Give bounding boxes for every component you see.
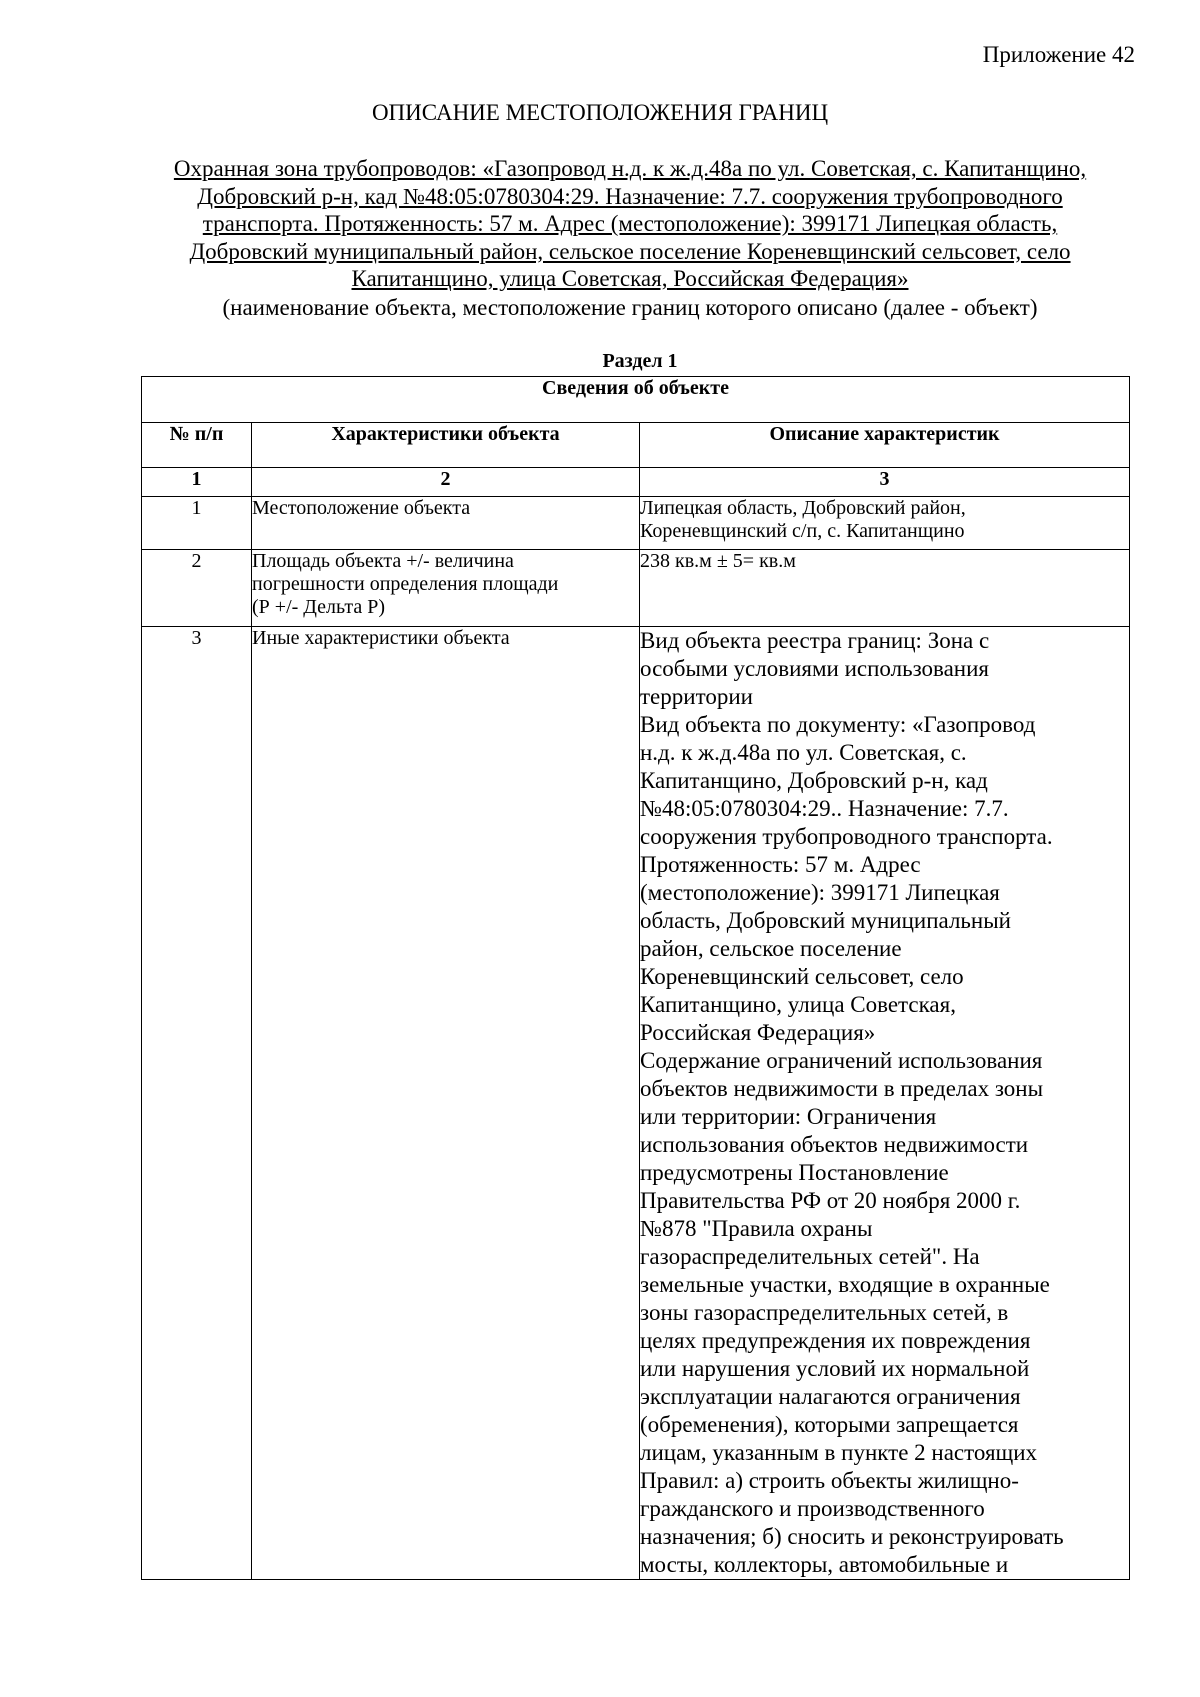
description-line: Российская Федерация» [640, 1020, 876, 1045]
characteristic-line: Иные характеристики объекта [252, 627, 510, 649]
characteristic-cell [252, 497, 640, 550]
column-index: 1 [142, 468, 252, 497]
description-line: №878 "Правила охраны [640, 1216, 873, 1241]
section-title: Раздел 1 [602, 350, 678, 372]
object-name [140, 155, 1120, 293]
document-title: ОПИСАНИЕ МЕСТОПОЛОЖЕНИЯ ГРАНИЦ [371, 100, 829, 125]
characteristic-line: Площадь объекта +/- величина [252, 550, 514, 572]
table-caption-row [142, 377, 1130, 423]
description-line: Кореневщинский с/п, с. Капитанщино [640, 520, 965, 542]
description-line: Вид объекта реестра границ: Зона с [640, 628, 990, 653]
column-index-row [142, 468, 1130, 497]
column-header-characteristics: Характеристики объекта [252, 423, 640, 468]
description-cell [640, 550, 1130, 627]
description-line: Липецкая область, Добровский район, [640, 497, 966, 519]
row-number: 1 [142, 497, 252, 550]
column-index: 3 [640, 468, 1130, 497]
table-row [142, 550, 1130, 627]
description-line: Кореневщинский сельсовет, село [640, 964, 964, 989]
description-line: зоны газораспределительных сетей, в [640, 1300, 1009, 1325]
column-index: 2 [252, 468, 640, 497]
column-header-description: Описание характеристик [640, 423, 1130, 468]
description-line: или нарушения условий их нормальной [640, 1356, 1030, 1381]
appendix-label: Приложение 42 [982, 42, 1135, 67]
description-line: (обременения), которыми запрещается [640, 1412, 1019, 1437]
table-row [142, 627, 1130, 1580]
description-cell [640, 627, 1130, 1580]
characteristic-cell [252, 627, 640, 1580]
object-name-caption: (наименование объекта, местоположение границ которого описано (далее - объект) [222, 295, 1038, 320]
description-line: газораспределительных сетей". На [640, 1244, 980, 1269]
description-line: объектов недвижимости в пределах зоны [640, 1076, 1044, 1101]
object-name-line: Охранная зона трубопроводов: «Газопровод н.д. к ж.д.48а по ул. Советская, с. Капитанщино, [173, 156, 1087, 181]
description-line: Правил: а) строить объекты жилищно- [640, 1468, 1019, 1493]
description-line: или территории: Ограничения [640, 1104, 937, 1129]
description-line: эксплуатации налагаются ограничения [640, 1384, 1021, 1409]
description-line: мосты, коллекторы, автомобильные и [640, 1552, 1009, 1577]
description-line: н.д. к ж.д.48а по ул. Советская, с. [640, 740, 967, 765]
description-line: гражданского и производственного [640, 1496, 985, 1521]
description-line: 238 кв.м ± 5= кв.м [640, 550, 796, 572]
characteristic-cell [252, 550, 640, 627]
description-line: район, сельское поселение [640, 936, 902, 961]
description-line: предусмотрены Постановление [640, 1160, 949, 1185]
description-line: использования объектов недвижимости [640, 1132, 1029, 1157]
description-line: (местоположение): 399171 Липецкая [640, 880, 1000, 905]
description-line: особыми условиями использования [640, 656, 989, 681]
description-line: лицам, указанным в пункте 2 настоящих [640, 1440, 1038, 1465]
description-cell [640, 497, 1130, 550]
characteristic-line: погрешности определения площади [252, 573, 559, 595]
description-line: целях предупреждения их повреждения [640, 1328, 1031, 1353]
characteristic-line: Местоположение объекта [252, 497, 471, 519]
table-caption: Сведения об объекте [142, 377, 1130, 423]
description-line: Протяженность: 57 м. Адрес [640, 852, 921, 877]
description-line: назначения; б) сносить и реконструировать [640, 1524, 1064, 1549]
object-name-line: транспорта. Протяженность: 57 м. Адрес (местоположение): 399171 Липецкая область, [202, 211, 1058, 236]
characteristic-line: (Р +/- Дельта Р) [252, 596, 386, 618]
description-line: Правительства РФ от 20 ноября 2000 г. [640, 1188, 1021, 1213]
description-line: №48:05:0780304:29.. Назначение: 7.7. [640, 796, 1009, 821]
description-line: земельные участки, входящие в охранные [640, 1272, 1050, 1297]
object-name-line: Добровский муниципальный район, сельское поселение Кореневщинский сельсовет, село [189, 238, 1071, 264]
table-header-row [142, 423, 1130, 468]
object-info-table [141, 376, 1130, 1580]
description-line: область, Добровский муниципальный [640, 908, 1011, 933]
description-line: территории [640, 684, 753, 709]
column-header-number: № п/п [142, 423, 252, 468]
row-number: 2 [142, 550, 252, 627]
description-line: Содержание ограничений использования [640, 1048, 1043, 1073]
description-line: сооружения трубопроводного транспорта. [640, 824, 1053, 849]
table-row [142, 497, 1130, 550]
description-line: Вид объекта по документу: «Газопровод [640, 712, 1036, 737]
description-line: Капитанщино, Добровский р-н, кад [640, 768, 988, 793]
description-line: Капитанщино, улица Советская, [640, 992, 956, 1017]
row-number: 3 [142, 627, 252, 1580]
object-name-line: Капитанщино, улица Советская, Российская Федерация» [351, 266, 909, 291]
object-name-line: Добровский р-н, кад №48:05:0780304:29. Назначение: 7.7. сооружения трубопроводного [197, 183, 1063, 209]
